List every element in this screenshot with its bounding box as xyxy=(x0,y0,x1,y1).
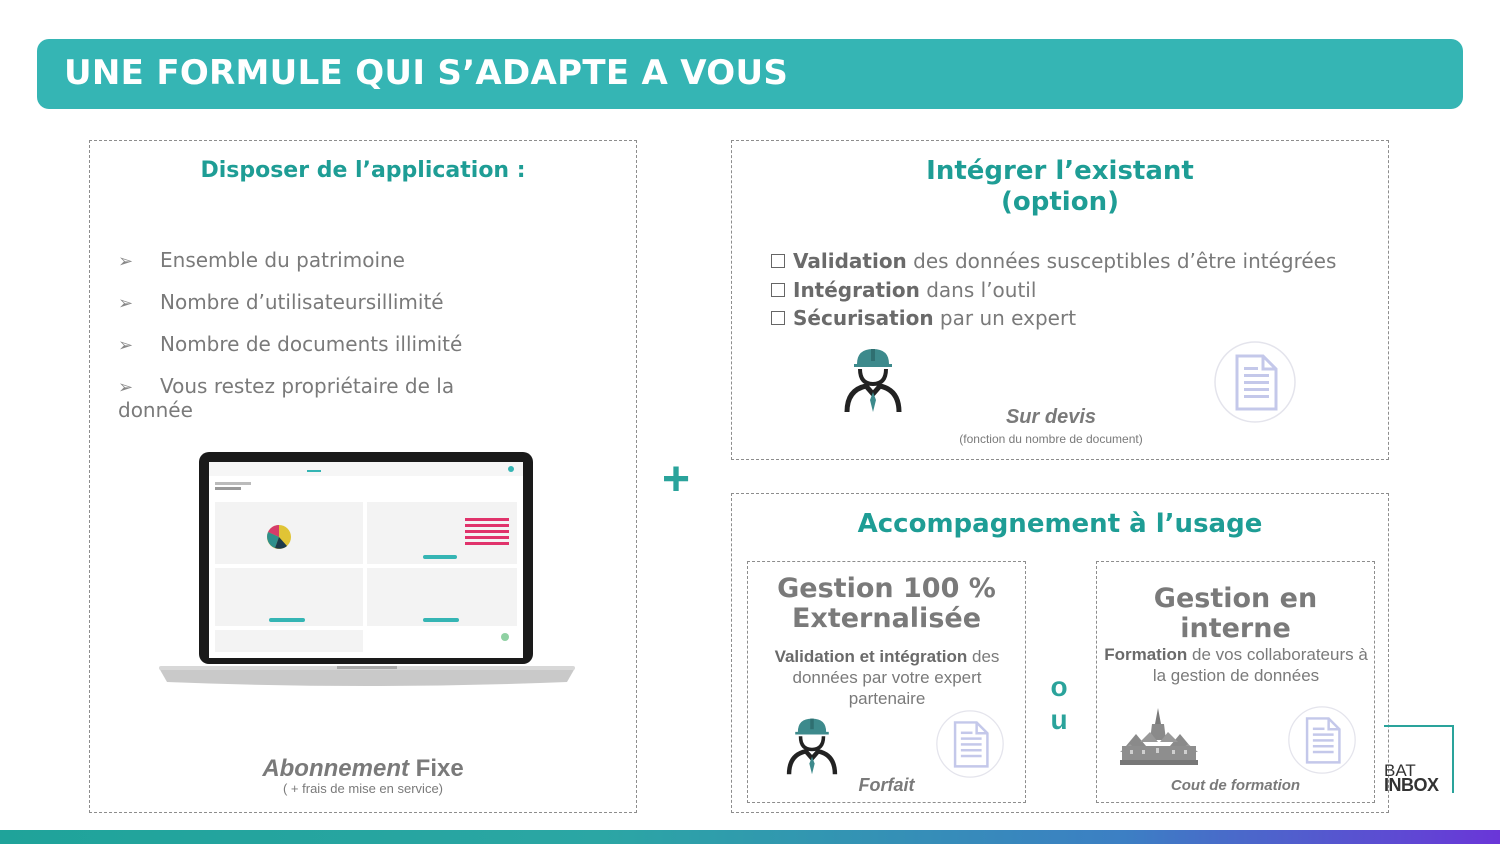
arrow-bullet-icon: ➢ xyxy=(118,335,134,356)
document-icon xyxy=(933,710,1007,778)
list-item: ➢ Nombre d’utilisateursillimité xyxy=(118,290,444,314)
checkbox-icon xyxy=(771,311,785,325)
list-item: ➢ Nombre de documents illimité xyxy=(118,332,463,356)
logo-text-bat: BAT xyxy=(1384,761,1416,780)
integration-checklist xyxy=(771,247,1371,333)
laptop-screenshot-image xyxy=(157,450,577,690)
town-buildings-icon xyxy=(1118,706,1200,768)
plus-sign: + xyxy=(662,453,691,506)
document-icon xyxy=(1284,706,1360,774)
feature-list xyxy=(118,248,498,438)
internal-management-title: Gestion en interne xyxy=(1153,583,1318,644)
external-management-description: Validation et intégration des données par votre expert partenaire xyxy=(774,647,1000,708)
integration-panel-title: Intégrer l’existant (option) xyxy=(926,156,1194,217)
arrow-bullet-icon: ➢ xyxy=(118,251,134,272)
list-item: ➢ Ensemble du patrimoine xyxy=(118,248,405,272)
checklist-item: Validation des données susceptibles d’être intégrées xyxy=(771,247,1371,276)
external-management-price: Forfait xyxy=(858,775,915,795)
checklist-item: Sécurisation par un expert xyxy=(771,304,1371,333)
arrow-bullet-icon: ➢ xyxy=(118,377,134,398)
worker-icon xyxy=(786,716,838,776)
checkbox-icon xyxy=(771,283,785,297)
checklist-item: Intégration dans l’outil xyxy=(771,276,1371,305)
or-separator: o u xyxy=(1050,671,1068,735)
batinbox-logo xyxy=(1382,724,1456,794)
list-item: ➢ Vous restez propriétaire de la donnée xyxy=(118,374,455,422)
checkbox-icon xyxy=(771,254,785,268)
integration-price-note: (fonction du nombre de document) xyxy=(959,432,1143,446)
support-panel-title: Accompagnement à l’usage xyxy=(857,509,1263,539)
worker-icon xyxy=(844,346,902,414)
title-banner xyxy=(37,39,1463,109)
logo-text-inbox: INBOX xyxy=(1384,775,1439,795)
internal-management-description: Formation de vos collaborateurs à la gestion de données xyxy=(1104,645,1368,685)
pricing-note: ( + frais de mise en service) xyxy=(282,781,444,796)
integration-price: Sur devis xyxy=(1005,406,1097,428)
pricing-label: Abonnement Fixe xyxy=(262,755,464,782)
arrow-bullet-icon: ➢ xyxy=(118,293,134,314)
page-title: UNE FORMULE QUI S’ADAPTE A VOUS xyxy=(64,53,789,93)
application-panel-title: Disposer de l’application : xyxy=(200,158,526,183)
external-management-title: Gestion 100 % Externalisée xyxy=(777,573,996,634)
internal-management-price: Cout de formation xyxy=(1170,777,1301,794)
bottom-gradient-bar xyxy=(0,830,1500,844)
